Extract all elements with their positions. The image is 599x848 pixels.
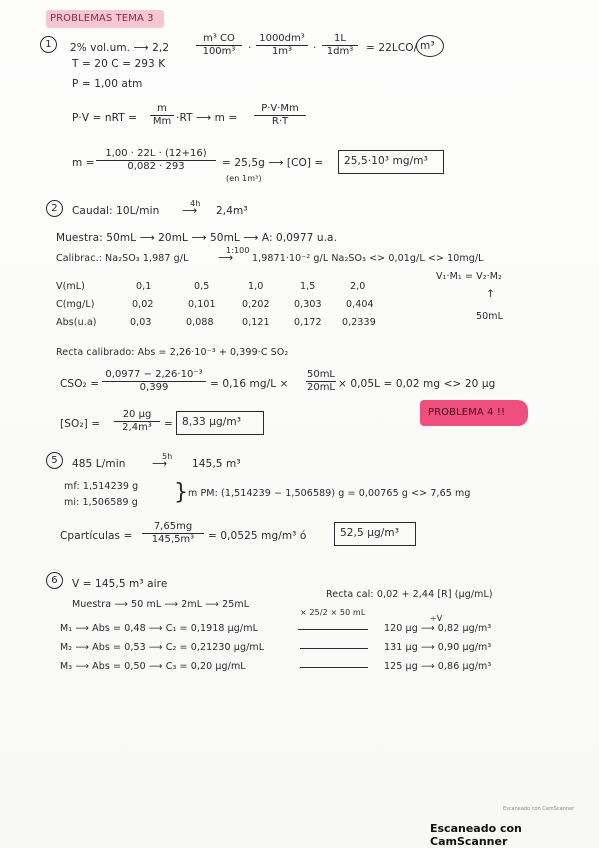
footer-small-text: Escaneado con CamScanner xyxy=(503,806,575,812)
problem-4-tag-label: PROBLEMA 4 !! xyxy=(428,407,506,418)
p2-arrow1: ⟶ xyxy=(182,205,198,217)
p6-row2-left: M₂ ⟶ Abs = 0,53 ⟶ C₂ = 0,21230 μg/mL xyxy=(60,642,265,653)
p1-result: = 22LCO/ xyxy=(366,42,418,54)
p1-frac5: $\frac{P\cdot V\cdot Mm}{R\cdot T}$ xyxy=(254,103,306,128)
footer-watermark: Escaneado con CamScanner xyxy=(430,822,522,848)
table-cell: 0,404 xyxy=(346,299,374,310)
p1-frac6: $\frac{1,00 \cdot 22L \cdot (12+16)}{0,082 \cdot 293}$ xyxy=(96,148,216,173)
table-cell: 0,121 xyxy=(242,317,270,328)
p6-line2b: Recta cal: 0,02 + 2,44 [R] (μg/mL) xyxy=(326,589,493,600)
p5-eq1b: = 0,0525 mg/m³ ó xyxy=(208,530,307,542)
problem-6-number: 6 xyxy=(46,572,63,589)
table-cell: 0,172 xyxy=(294,317,322,328)
table-cell: 0,1 xyxy=(136,281,152,292)
p2-frac9: $\frac{20 \mu g}{\text{2,4m³}}$ xyxy=(114,409,160,434)
p2-table-header-c: C(mg/L) xyxy=(56,299,95,310)
p1-frac4: $\frac{m}{Mm}$ xyxy=(150,103,174,128)
p1-eq3b: = 25,5g ⟶ [CO] = xyxy=(222,157,324,169)
p2-answer: 8,33 μg/m³ xyxy=(182,416,242,428)
p5-eq1a: Cpartículas = xyxy=(60,530,133,542)
p1-note: (en 1m³) xyxy=(226,174,262,183)
p1-line2: T = 20 C = 293 K xyxy=(72,58,166,70)
p2-arrow1-label: 4h xyxy=(190,199,201,208)
p2-eq5a: CSO₂ = xyxy=(60,378,100,390)
p2-line1a: Caudal: 10L/min xyxy=(72,205,160,217)
p5-brace-text: m PM: (1,514239 − 1,506589) g = 0,00765 g <> 7,65 mg xyxy=(188,488,471,499)
brace-icon: } xyxy=(174,480,189,505)
p2-side-arrow: ↑ xyxy=(486,288,495,300)
p6-row1-arrow xyxy=(298,629,368,630)
p2-eq6a: [SO₂] = xyxy=(60,418,101,430)
p1-eq2a: P·V = nRT = xyxy=(72,112,138,124)
p2-arrow2-label: 1:100 xyxy=(226,246,250,255)
table-cell: 1,0 xyxy=(248,281,264,292)
p6-row3-left: M₃ ⟶ Abs = 0,50 ⟶ C₃ = 0,20 μg/mL xyxy=(60,661,246,672)
p2-line4: Recta calibrado: Abs = 2,26·10⁻³ + 0,399·C SO₂ xyxy=(56,347,289,358)
p5-arrow: ⟶ xyxy=(152,458,168,470)
p1-frac3: $\frac{1L}{\text{1dm³}}$ xyxy=(322,33,358,58)
p1-line1: 2% vol.um. ⟶ 2,2 xyxy=(70,42,170,54)
table-cell: 0,088 xyxy=(186,317,214,328)
p5-frac1: $\frac{7,65mg}{\text{145,5m³}}$ xyxy=(142,521,204,546)
p1-line3: P = 1,00 atm xyxy=(72,78,143,90)
p1-eq3a: m = xyxy=(72,157,95,169)
p6-line1: V = 145,5 m³ aire xyxy=(72,578,168,590)
table-cell: 0,02 xyxy=(132,299,154,310)
table-cell: 0,101 xyxy=(188,299,216,310)
table-cell: 1,5 xyxy=(300,281,316,292)
p6-row3-right: 125 μg ⟶ 0,86 μg/m³ xyxy=(384,661,492,672)
p6-above1: × 25/2 × 50 mL xyxy=(300,608,366,617)
table-cell: 0,5 xyxy=(194,281,210,292)
table-cell: 0,303 xyxy=(294,299,322,310)
p1-frac2: $\frac{\text{1000dm³}}{\text{1m³}}$ xyxy=(256,33,308,58)
p2-line3a: Calibrac.: Na₂SO₃ 1,987 g/L xyxy=(56,253,189,264)
p1-frac1: $\frac{\text{m³ CO}}{\text{100m³}}$ xyxy=(196,33,242,58)
page-title: PROBLEMAS TEMA 3 xyxy=(50,13,154,24)
p2-arrow2: ⟶ xyxy=(218,252,234,264)
p2-eq5c: × 0,05L = 0,02 mg <> 20 μg xyxy=(338,378,496,390)
p2-table-header-abs: Abs(u.a) xyxy=(56,317,97,328)
p2-eq5b: = 0,16 mg/L × xyxy=(210,378,289,390)
p6-row3-arrow xyxy=(300,667,368,668)
p5-line3: mi: 1,506589 g xyxy=(64,497,138,508)
problem-5-number: 5 xyxy=(46,452,63,469)
table-cell: 0,202 xyxy=(242,299,270,310)
p5-arrow-label: 5h xyxy=(162,452,173,461)
p2-side-formula: V₁·M₁ = V₂·M₂ xyxy=(436,271,502,282)
p2-line2: Muestra: 50mL ⟶ 20mL ⟶ 50mL ⟶ A: 0,0977 u.a. xyxy=(56,232,338,244)
p2-line3b: 1,9871·10⁻² g/L Na₂SO₃ <> 0,01g/L <> 10mg/L xyxy=(252,253,484,264)
table-cell: 0,03 xyxy=(130,317,152,328)
p6-row1-left: M₁ ⟶ Abs = 0,48 ⟶ C₁ = 0,1918 μg/mL xyxy=(60,623,258,634)
p1-dot2: · xyxy=(313,42,317,54)
p1-eq2b: ·RT ⟶ m = xyxy=(176,112,238,124)
p2-frac7: $\frac{\text{0,0977 − 2,26·10⁻³}}{0,399}$ xyxy=(102,369,206,394)
p1-dot1: · xyxy=(248,42,252,54)
p5-line1a: 485 L/min xyxy=(72,458,126,470)
p6-row2-arrow xyxy=(300,648,368,649)
table-cell: 0,2339 xyxy=(342,317,376,328)
p2-eq6b: = xyxy=(164,418,173,430)
p1-circled-unit: m³ xyxy=(420,40,435,52)
p6-row1-right: 120 μg ⟶ 0,82 μg/m³ xyxy=(384,623,492,634)
p2-frac8: $\frac{50mL}{20mL}$ xyxy=(306,369,336,393)
problem-2-number: 2 xyxy=(46,200,63,217)
p2-line1b: 2,4m³ xyxy=(216,205,248,217)
table-cell: 2,0 xyxy=(350,281,366,292)
problem-1-number: 1 xyxy=(40,36,57,53)
p5-line2: mf: 1,514239 g xyxy=(64,481,139,492)
p6-line2: Muestra ⟶ 50 mL ⟶ 2mL ⟶ 25mL xyxy=(72,599,250,610)
p2-side-volume: 50mL xyxy=(476,311,504,322)
p6-above2: ÷V xyxy=(430,614,443,623)
p5-line1b: 145,5 m³ xyxy=(192,458,241,470)
p5-answer: 52,5 μg/m³ xyxy=(340,527,400,539)
p2-table-header-v: V(mL) xyxy=(56,281,85,292)
p6-row2-right: 131 μg ⟶ 0,90 μg/m³ xyxy=(384,642,492,653)
p1-answer: 25,5·10³ mg/m³ xyxy=(344,155,428,167)
